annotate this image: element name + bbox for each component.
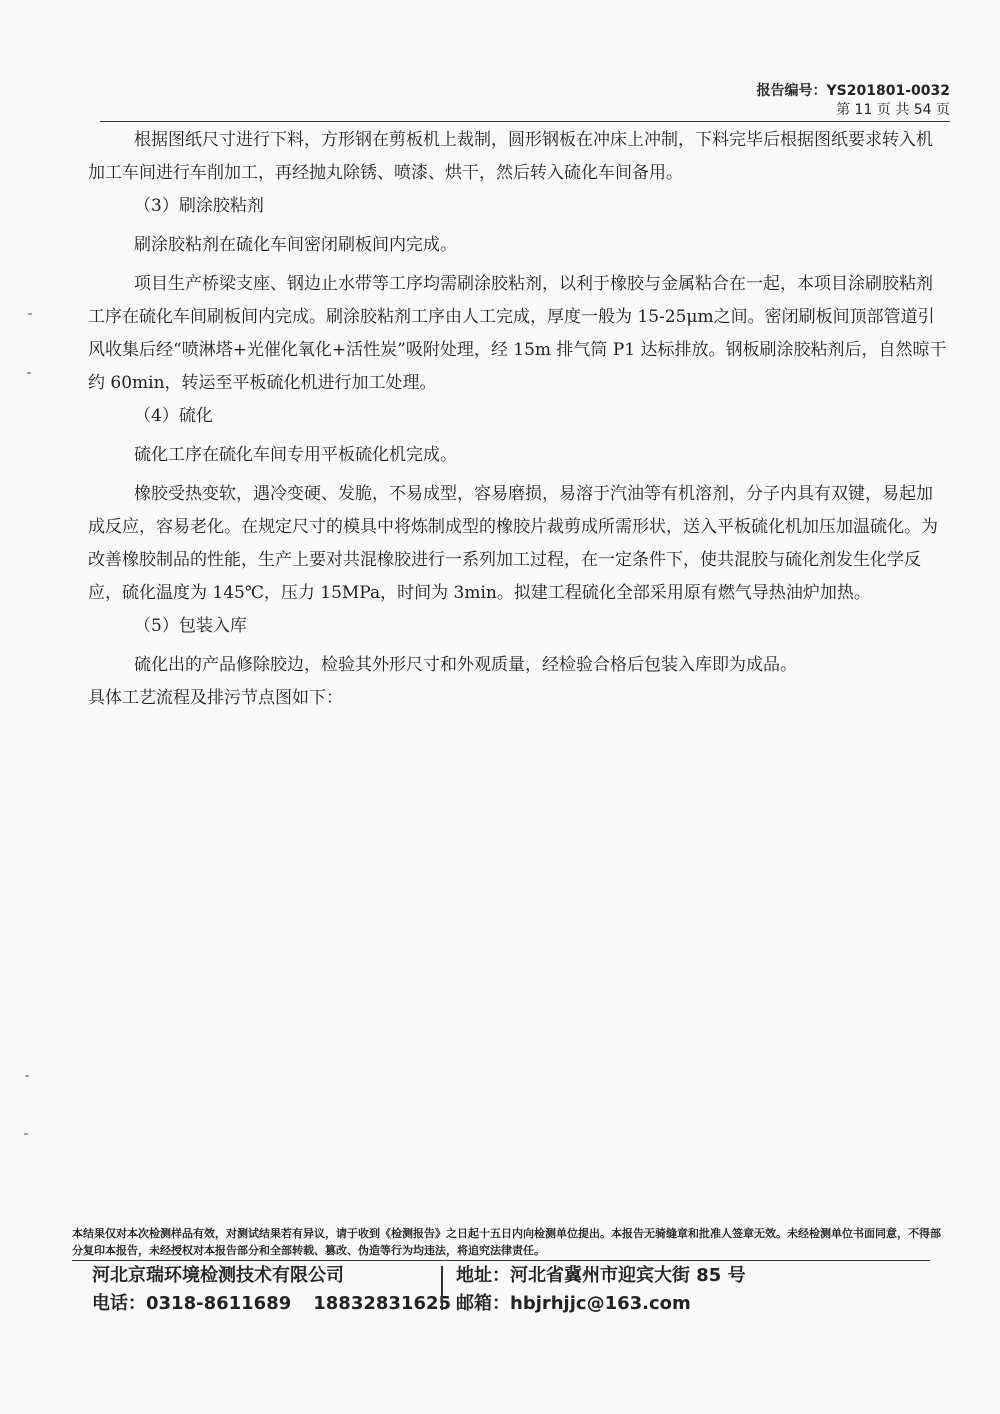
section-heading-adhesive: （3）刷涂胶粘剂 (134, 196, 264, 216)
paragraph-adhesive-location: 刷涂胶粘剂在硫化车间密闭刷板间内完成。 (134, 235, 457, 255)
paragraph-flow-intro: 具体工艺流程及排污节点图如下： (88, 688, 343, 708)
paragraph-adhesive-process: 项目生产桥梁支座、钢边止水带等工序均需刷涂胶粘剂，以利于橡胶与金属粘合在一起，本项目涂刷胶粘剂工序在硫化车间刷板间内完成。刷涂胶粘剂工序由人工完成，厚度一般为 15-25μm之间。密闭刷板间顶部管道引风收集后经“喷淋塔+光催化氧化+活性炭”吸附处理，经 15m 排气筒 P1 达标排放。钢板刷涂胶粘剂后，自然晾干约 60min，转运至平板硫化机进行加工处理。 (88, 274, 947, 393)
section-heading-packaging: （5）包装入库 (134, 616, 247, 636)
scan-speck (28, 313, 32, 315)
report-body (88, 124, 948, 715)
company-name: 河北京瑞环境检测技术有限公司 (92, 1265, 344, 1286)
page-counter: 第 11 页 共 54 页 (836, 102, 950, 118)
scan-speck (25, 1075, 29, 1077)
footer-contact-left (92, 1262, 451, 1318)
address: 地址：河北省冀州市迎宾大街 85 号 (456, 1265, 746, 1286)
email: 邮箱：hbjrhjjc@163.com (456, 1293, 691, 1314)
paragraph-blanking: 根据图纸尺寸进行下料，方形钢在剪板机上裁制，圆形钢板在冲床上冲制，下料完毕后根据图纸要求转入机加工车间进行车削加工，再经抛丸除锈、喷漆、烘干，然后转入硫化车间备用。 (88, 130, 933, 183)
phone-primary: 电话：0318-8611689 (92, 1293, 292, 1314)
report-header (757, 82, 950, 120)
paragraph-packaging: 硫化出的产品修除胶边，检验其外形尺寸和外观质量，经检验合格后包装入库即为成品。 (134, 655, 797, 675)
report-number: 报告编号：YS201801-0032 (756, 83, 950, 99)
footer-rule (72, 1260, 930, 1261)
header-rule (100, 121, 950, 122)
paragraph-vulcanization-process: 橡胶受热变软，遇冷变硬、发脆，不易成型，容易磨损，易溶于汽油等有机溶剂，分子内具有双键，易起加成反应，容易老化。在规定尺寸的模具中将炼制成型的橡胶片裁剪成所需形状，送入平板硫化机加压加温硫化。为改善橡胶制品的性能，生产上要对共混橡胶进行一系列加工过程，在一定条件下，使共混胶与硫化剂发生化学反应，硫化温度为 145℃，压力 15MPa，时间为 3min。拟建工程硫化全部采用原有燃气导热油炉加热。 (88, 484, 938, 603)
phone-secondary: 18832831625 (313, 1293, 452, 1314)
footer-contact-right (456, 1262, 746, 1318)
footer-divider (441, 1266, 443, 1310)
scan-speck (27, 372, 31, 374)
scan-speck (24, 1133, 28, 1135)
paragraph-vulcanization-location: 硫化工序在硫化车间专用平板硫化机完成。 (134, 445, 457, 465)
footer-disclaimer: 本结果仅对本次检测样品有效，对测试结果若有异议，请于收到《检测报告》之日起十五日内向检测单位提出。本报告无骑缝章和批准人签章无效。未经检测单位书面同意，不得部分复印本报告，未经授权对本报告部分和全部转载、篡改、伪造等行为均违法，将追究法律责任。 (72, 1227, 941, 1257)
phone-line (92, 1290, 451, 1318)
section-heading-vulcanization: （4）硫化 (134, 406, 213, 426)
